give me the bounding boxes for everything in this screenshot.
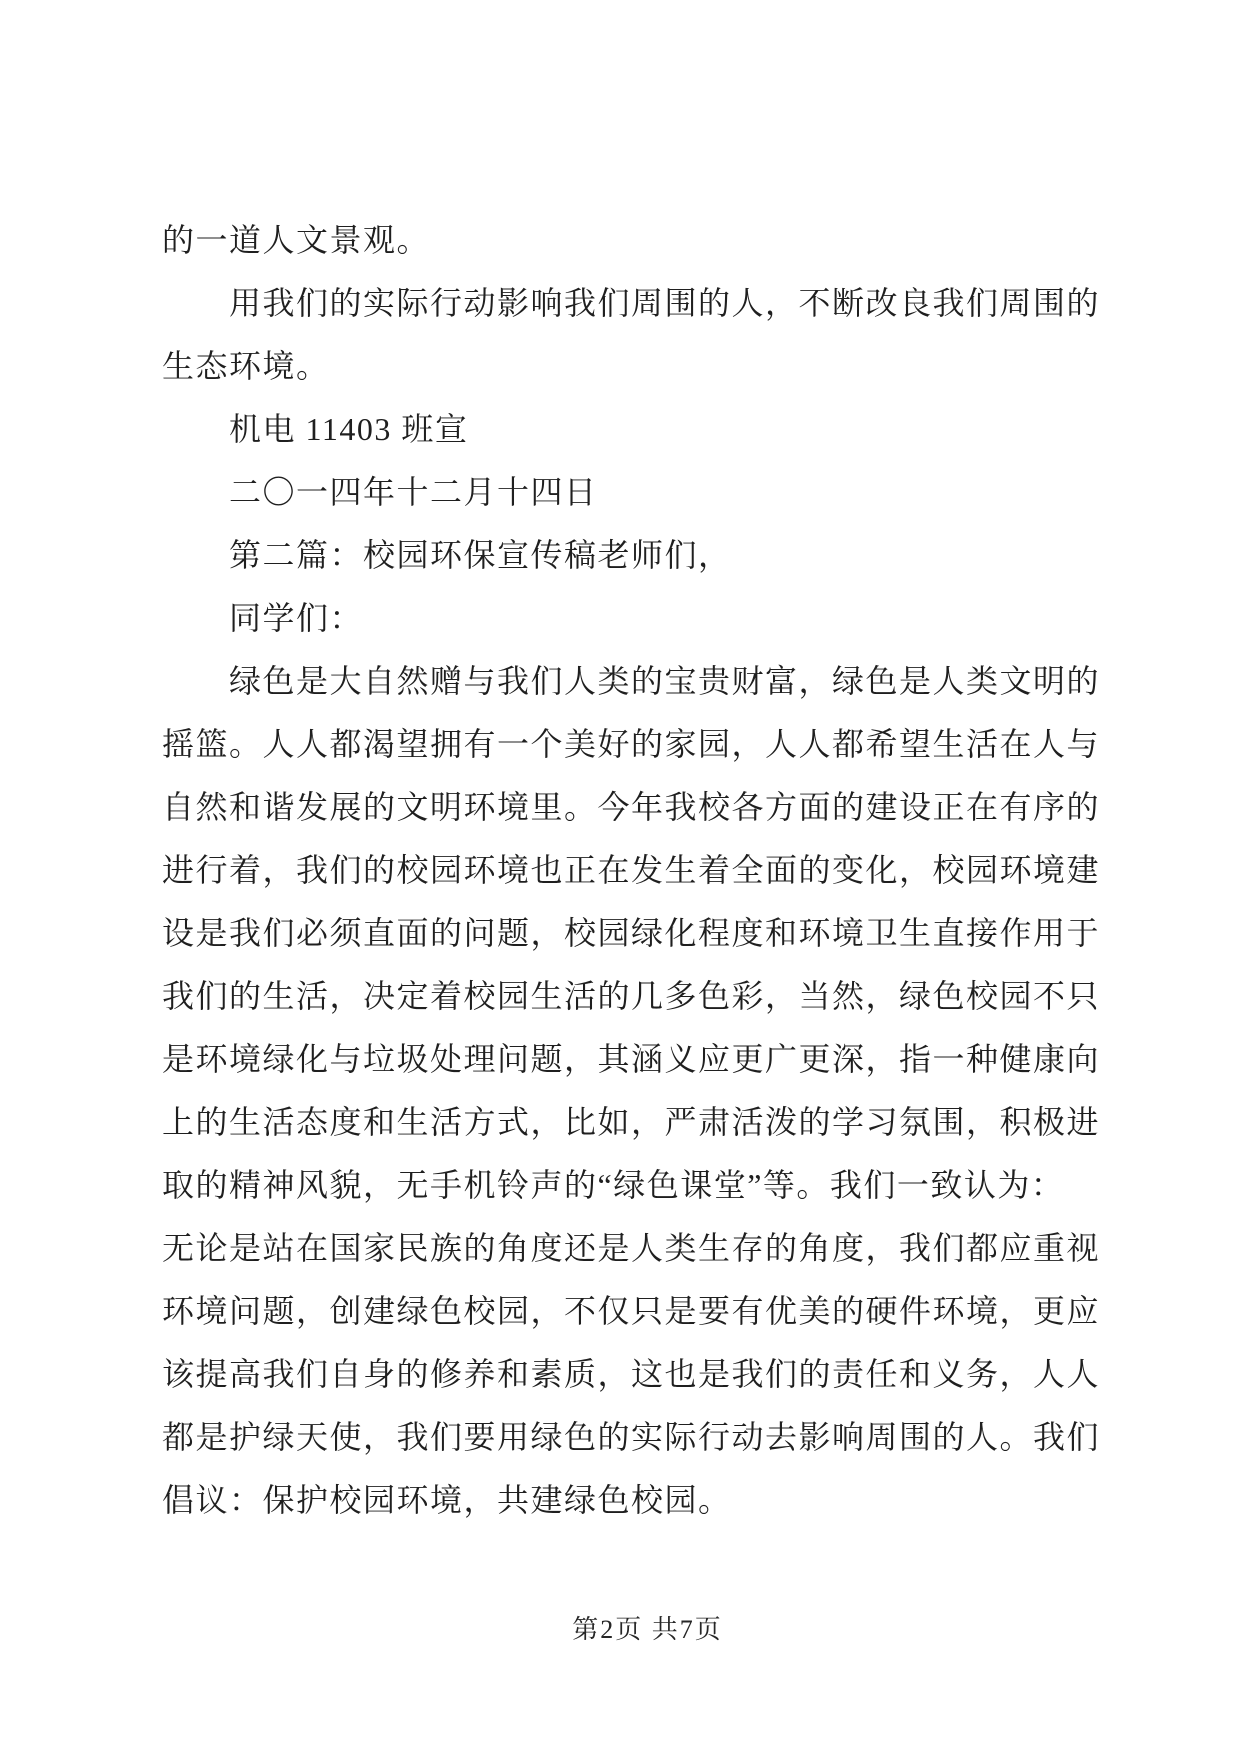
text-line: 环境问题，创建绿色校园，不仅只是要有优美的硬件环境，更应: [162, 1293, 1101, 1329]
text-line: 无论是站在国家民族的角度还是人类生存的角度，我们都应重视: [162, 1230, 1101, 1266]
text-line: 取的精神风貌，无手机铃声的“绿色课堂”等。我们一致认为：: [162, 1167, 1065, 1203]
text-line: 机电 11403 班宣: [229, 411, 469, 447]
text-line: 自然和谐发展的文明环境里。今年我校各方面的建设正在有序的: [162, 789, 1101, 825]
text-line: 第二篇：校园环保宣传稿老师们，: [229, 537, 732, 573]
text-line: 摇篮。人人都渴望拥有一个美好的家园，人人都希望生活在人与: [162, 726, 1101, 762]
text-line: 倡议：保护校园环境，共建绿色校园。: [162, 1482, 732, 1518]
text-line: 我们的生活，决定着校园生活的几多色彩，当然，绿色校园不只: [162, 978, 1101, 1014]
text-line: 都是护绿天使，我们要用绿色的实际行动去影响周围的人。我们: [162, 1419, 1101, 1455]
text-line: 二〇一四年十二月十四日: [229, 474, 598, 510]
document-body: [162, 209, 1101, 1532]
text-line: 同学们：: [229, 600, 364, 636]
text-line: 生态环境。: [162, 348, 330, 384]
text-line: 该提高我们自身的修养和素质，这也是我们的责任和义务，人人: [162, 1356, 1101, 1392]
text-line: 上的生活态度和生活方式，比如，严肃活泼的学习氛围，积极进: [162, 1104, 1101, 1140]
text-line: 是环境绿化与垃圾处理问题，其涵义应更广更深，指一种健康向: [162, 1041, 1101, 1077]
text-line: 设是我们必须直面的问题，校园绿化程度和环境卫生直接作用于: [162, 915, 1101, 951]
text-line: 进行着，我们的校园环境也正在发生着全面的变化，校园环境建: [162, 852, 1101, 888]
page-number-label: 第2页 共7页: [572, 1615, 723, 1644]
page-footer: [0, 1612, 1241, 1648]
text-line: 的一道人文景观。: [162, 222, 431, 258]
text-line: 绿色是大自然赠与我们人类的宝贵财富，绿色是人类文明的: [229, 663, 1101, 699]
text-line: 用我们的实际行动影响我们周围的人，不断改良我们周围的: [229, 285, 1101, 321]
